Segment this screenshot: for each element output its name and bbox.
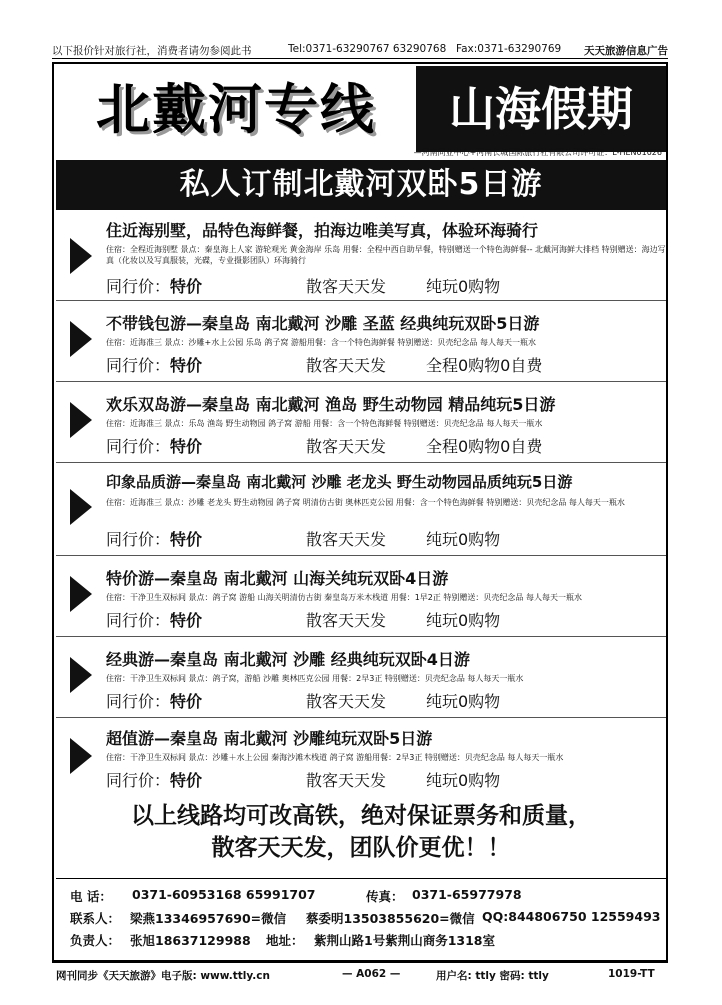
daily-departure: 散客天天发	[306, 692, 387, 711]
route-detail: 住宿：干净卫生双标间 景点：鸽子窝 游船 山海关明清仿古街 秦皇岛万米木栈道 用餐：1早2正 特别赠送：贝壳纪念品 每人每天一瓶水	[106, 593, 582, 602]
main-title: 私人订制北戴河双卧5日游	[56, 160, 666, 210]
route-item	[56, 637, 666, 718]
phone-row	[70, 887, 660, 905]
arrow-icon	[70, 238, 92, 274]
route-item	[56, 301, 666, 382]
address-label: 地址：	[266, 933, 304, 948]
qq-numbers: QQ:844806750 12559493	[482, 909, 661, 924]
slogan-line-2: 散客天天发，团队价更优！！	[211, 835, 511, 861]
price-label: 同行价：	[106, 437, 171, 456]
route-item	[56, 212, 666, 301]
top-info-bar	[52, 42, 668, 59]
price-label: 同行价：	[106, 692, 171, 711]
route-price	[106, 527, 500, 550]
route-price	[106, 689, 500, 712]
route-title: 超值游—秦皇岛 南北戴河 沙雕纯玩双卧5日游	[106, 729, 433, 748]
fax-number: 0371-65977978	[412, 887, 522, 902]
route-detail: 住宿：近海准三 景点：沙雕 老龙头 野生动物园 鸽子窝 明清仿古街 奥林匹克公园 用餐：含一个特色海鲜餐 特别赠送：贝壳纪念品 每人每天一瓶水	[106, 498, 625, 507]
route-extra: 全程0购物0自费	[426, 437, 543, 456]
route-item	[56, 463, 666, 556]
daily-departure: 散客天天发	[306, 611, 387, 630]
price-value: 特价	[170, 356, 203, 375]
route-title: 住近海别墅，品特色海鲜餐，拍海边唯美写真，体验环海骑行	[106, 221, 539, 240]
route-price	[106, 768, 500, 791]
daily-departure: 散客天天发	[306, 277, 387, 296]
route-item	[56, 718, 666, 798]
slogan	[56, 800, 666, 864]
price-value: 特价	[170, 692, 203, 711]
route-detail: 住宿：近海准三 景点：乐岛 渔岛 野生动物园 鸽子窝 游船 用餐：含一个特色海鲜餐 特别赠送：贝壳纪念品 每人每天一瓶水	[106, 419, 543, 428]
price-label: 同行价：	[106, 277, 171, 296]
fax-label: 传真：	[366, 889, 404, 904]
route-price	[106, 353, 542, 376]
price-label: 同行价：	[106, 611, 171, 630]
contact-person-2: 蔡委明13503855620=微信	[306, 911, 475, 926]
arrow-icon	[70, 489, 92, 525]
arrow-icon	[70, 738, 92, 774]
contact-label: 联系人：	[70, 911, 121, 926]
price-label: 同行价：	[106, 530, 171, 549]
route-extra: 全程0购物0自费	[426, 356, 543, 375]
route-title: 特价游—秦皇岛 南北戴河 山海关纯玩双卧4日游	[106, 569, 449, 588]
price-value: 特价	[170, 437, 203, 456]
price-value: 特价	[170, 611, 203, 630]
arrow-icon	[70, 402, 92, 438]
route-extra: 纯玩0购物	[426, 692, 501, 711]
route-detail: 住宿：近海准三 景点：沙雕+水上公园 乐岛 鸽子窝 游船用餐：含一个特色海鲜餐 特别赠送：贝壳纪念品 每人每天一瓶水	[106, 338, 536, 347]
login-info: 用户名: ttly 密码: ttly	[436, 970, 549, 982]
price-label: 同行价：	[106, 356, 171, 375]
brand-name: 天天旅游信息广告	[584, 45, 668, 57]
banner-brand: 山海假期	[416, 66, 666, 152]
route-detail: 住宿：全程近海别墅 景点：秦皇海上人家 游轮观光 黄金海岸 乐岛 用餐：全程中西自助早餐，特别赠送一个特色海鲜餐-- 北戴河海鲜大排档 特别赠送：海边写真（化妆以及写真服装，光碟，专业摄影团队）环海骑行	[106, 245, 666, 265]
daily-departure: 散客天天发	[306, 437, 387, 456]
arrow-icon	[70, 657, 92, 693]
route-detail: 住宿：干净卫生双标间 景点：沙雕＋水上公园 秦海沙滩木栈道 鸽子窝 游船用餐：2早3正 特别赠送：贝壳纪念品 每人每天一瓶水	[106, 753, 564, 762]
route-detail: 住宿：干净卫生双标间 景点：鸽子窝，游船 沙雕 奥林匹克公园 用餐：2早3正 特别赠送：贝壳纪念品 每人每天一瓶水	[106, 674, 524, 683]
price-value: 特价	[170, 277, 203, 296]
arrow-icon	[70, 321, 92, 357]
website-sync: 网刊同步《天天旅游》电子版: www.ttly.cn	[56, 970, 270, 982]
manager-label: 负责人：	[70, 933, 121, 948]
arrow-icon	[70, 576, 92, 612]
footer	[52, 962, 668, 985]
address: 紫荆山路1号紫荆山商务1318室	[314, 933, 495, 948]
daily-departure: 散客天天发	[306, 530, 387, 549]
daily-departure: 散客天天发	[306, 356, 387, 375]
telephone: Tel:0371-63290767 63290768	[288, 43, 447, 55]
route-extra: 纯玩0购物	[426, 611, 501, 630]
banner-title: 北戴河专线	[56, 66, 416, 152]
issue-code: 1019-TT	[608, 968, 655, 980]
manager-row	[70, 931, 660, 949]
price-label: 同行价：	[106, 771, 171, 790]
daily-departure: 散客天天发	[306, 771, 387, 790]
route-extra: 纯玩0购物	[426, 771, 501, 790]
contact-row	[70, 909, 660, 927]
route-item	[56, 382, 666, 463]
route-item	[56, 556, 666, 637]
route-title: 不带钱包游—秦皇岛 南北戴河 沙雕 圣蓝 经典纯玩双卧5日游	[106, 314, 540, 333]
fax: Fax:0371-63290769	[456, 43, 562, 55]
route-title: 欢乐双岛游—秦皇岛 南北戴河 渔岛 野生动物园 精品纯玩5日游	[106, 395, 556, 414]
price-value: 特价	[170, 530, 203, 549]
route-price	[106, 434, 542, 457]
banner	[56, 66, 666, 152]
slogan-line-1: 以上线路均可改高铁，绝对保证票务和质量，	[131, 803, 591, 829]
agency-notice: 以下报价针对旅行社，消费者请勿参阅此书	[52, 45, 252, 57]
route-extra: 纯玩0购物	[426, 277, 501, 296]
phone-number: 0371-60953168 65991707	[132, 887, 316, 902]
route-price	[106, 274, 500, 297]
license-line: —河南同业中心+河南长城国际旅行社有限公司许可证：L-HEN01026	[413, 148, 662, 157]
route-title: 印象品质游—秦皇岛 南北戴河 沙雕 老龙头 野生动物园品质纯玩5日游	[106, 473, 573, 491]
route-price	[106, 608, 500, 631]
route-title: 经典游—秦皇岛 南北戴河 沙雕 经典纯玩双卧4日游	[106, 650, 470, 669]
contact-block	[56, 878, 666, 955]
price-value: 特价	[170, 771, 203, 790]
contact-person-1: 梁燕13346957690=微信	[130, 911, 287, 926]
manager: 张旭18637129988	[130, 933, 251, 948]
route-extra: 纯玩0购物	[426, 530, 501, 549]
page-number: — A062 —	[342, 968, 401, 980]
phone-label: 电 话：	[70, 889, 112, 904]
